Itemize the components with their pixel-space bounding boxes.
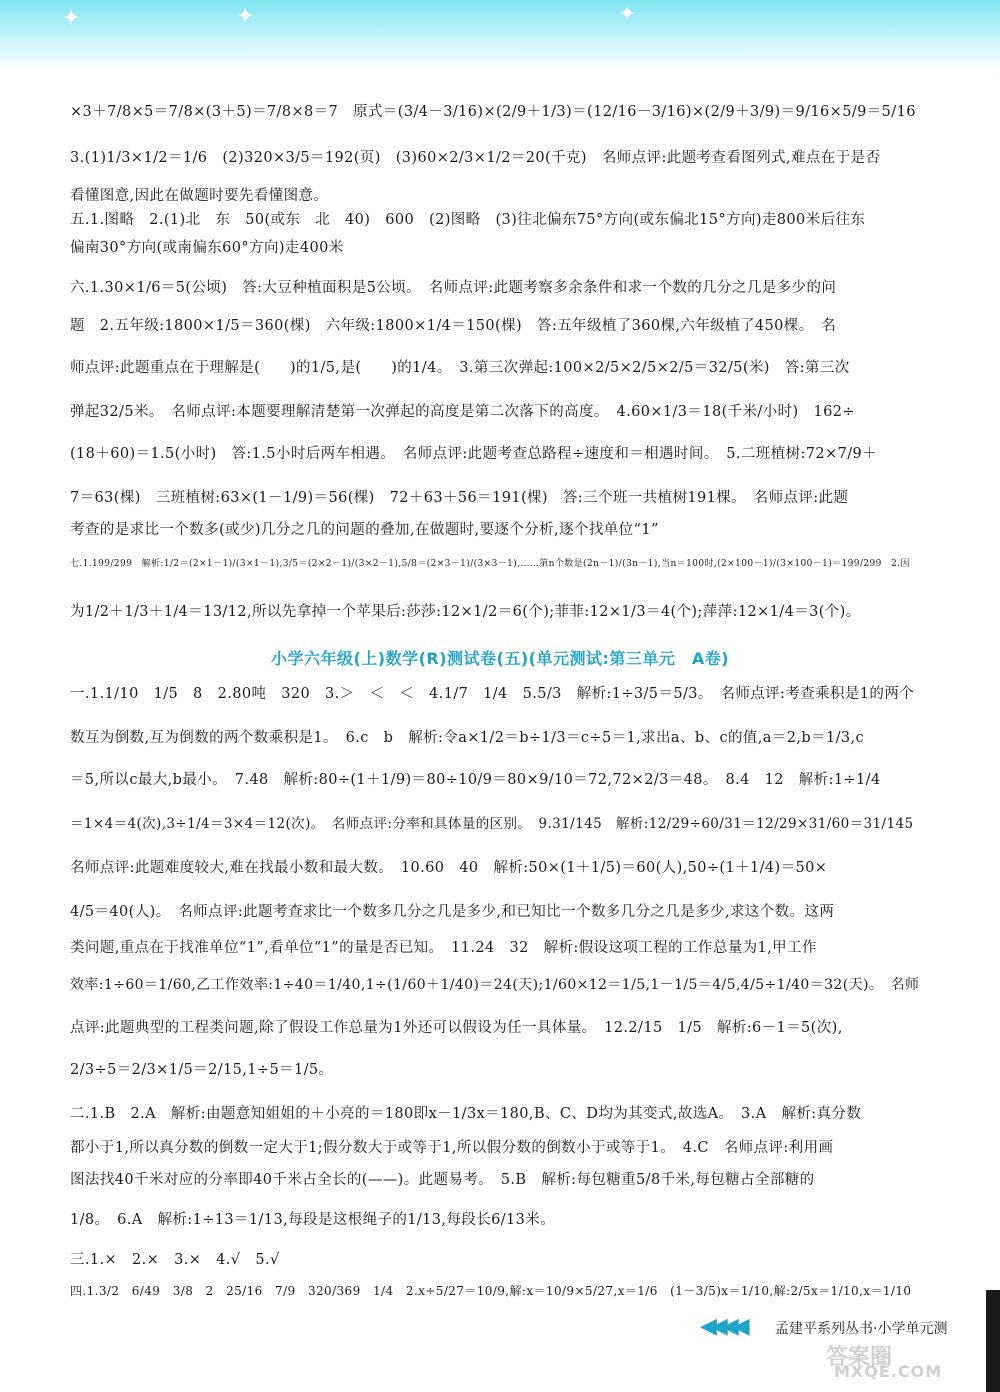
text-line: 题 2.五年级:1800×1/5＝360(棵) 六年级:1800×1/4＝150(棵) 答:五年级植了360棵,六年级植了450棵。 名 <box>70 318 837 334</box>
sparkle-icon: ✦ <box>62 6 81 31</box>
section-title: 小学六年级(上)数学(R)测试卷(五)(单元测试:第三单元 A卷) <box>270 649 730 668</box>
side-edge-bar <box>986 1290 1000 1392</box>
text-line: 图法找40千米对应的分率即40千米占全长的(——)。此题易考。 5.B 解析:每包糖重5/8千米,每包糖占全部糖的 <box>70 1172 815 1188</box>
text-line: 7＝63(棵) 三班植树:63×(1－1/9)＝56(棵) 72＋63＋56＝191(棵) 答:三个班一共植树191棵。 名师点评:此题 <box>70 490 849 506</box>
watermark-logo-text: 答案圈 <box>826 1345 893 1370</box>
text-line: 四.1.3/2 6/49 3/8 2 25/16 7/9 320/369 1/4 2.x÷5/27＝10/9,解:x＝10/9×5/27,x＝1/6 (1－3/5)x＝1/10,解:2/5x＝1/10,x＝1/10 <box>70 1284 912 1298</box>
text-line: 二.1.B 2.A 解析:由题意知姐姐的＋小亮的＝180即x－1/3x＝180,B、C、D均为其变式,故选A。 3.A 解析:真分数 <box>70 1106 862 1122</box>
top-decorative-band <box>0 0 1000 70</box>
text-line: 为1/2＋1/3＋1/4＝13/12,所以先拿掉一个苹果后:莎莎:12×1/2＝6(个);菲菲:12×1/3＝4(个);萍萍:12×1/4＝3(个)。 <box>70 604 861 620</box>
text-line: 名师点评:此题难度较大,难在找最小数和最大数。 10.60 40 解析:50×(1＋1/5)＝60(人),50÷(1＋1/4)＝50× <box>70 860 828 876</box>
text-line: 一.1.1/10 1/5 8 2.80吨 320 3.＞ ＜ ＜ 4.1/7 1/4 5.5/3 解析:1÷3/5＝5/3。 名师点评:考查乘积是1的两个 <box>70 686 915 702</box>
text-line: 考查的是求比一个数多(或少)几分之几的问题的叠加,在做题时,要逐个分析,逐个找单位“1” <box>70 522 659 538</box>
text-line: 三.1.× 2.× 3.× 4.√ 5.√ <box>70 1252 280 1268</box>
text-line: 看懂图意,因此在做题时要先看懂图意。 <box>70 188 329 204</box>
text-line: 类问题,重点在于找准单位“1”,看单位“1”的量是否已知。 11.24 32 解析:假设这项工程的工作总量为1,甲工作 <box>70 940 817 956</box>
footer-series-title: 孟建平系列丛书·小学单元测 <box>775 1321 948 1337</box>
text-line: 3.(1)1/3×1/2＝1/6 (2)320×3/5＝192(页) (3)60×2/3×1/2＝20(千克) 名师点评:此题考查看图列式,难点在于是否 <box>70 150 881 166</box>
text-line: 都小于1,所以真分数的倒数一定大于1;假分数大于或等于1,所以假分数的倒数小于或等于1。 4.C 名师点评:利用画 <box>70 1140 834 1156</box>
text-line: 4/5＝40(人)。 名师点评:此题考查求比一个数多几分之几是多少,和已知比一个数多几分之几是多少,求这个数。这两 <box>70 904 835 920</box>
text-line: 师点评:此题重点在于理解是( )的1/5,是( )的1/4。 3.第三次弹起:100×2/5×2/5×2/5＝32/5(米) 答:第三次 <box>70 360 850 376</box>
text-line: (18＋60)＝1.5(小时) 答:1.5小时后两车相遇。 名师点评:此题考查总路程÷速度和＝相遇时间。 5.二班植树:72×7/9＋ <box>70 446 878 462</box>
page-footer <box>690 1310 990 1344</box>
text-line: 五.1.图略 2.(1)北 东 50(或东 北 40) 600 (2)图略 (3)往北偏东75°方向(或东偏北15°方向)走800米后往东 <box>70 212 866 228</box>
text-line: ＝5,所以c最大,b最小。 7.48 解析:80÷(1＋1/9)＝80÷10/9＝80×9/10＝72,72×2/3＝48。 8.4 12 解析:1÷1/4 <box>70 772 881 788</box>
text-line: 1/8。 6.A 解析:1÷13＝1/13,每段是这根绳子的1/13,每段长6/13米。 <box>70 1212 556 1228</box>
arrow-decoration-icon: ◀◀◀◀ <box>700 1314 744 1339</box>
text-line: 点评:此题典型的工程类问题,除了假设工作总量为1外还可以假设为任一具体量。 12.2/15 1/5 解析:6－1＝5(次), <box>70 1020 843 1036</box>
text-line: 六.1.30×1/6＝5(公顷) 答:大豆种植面积是5公顷。 名师点评:此题考察多余条件和求一个数的几分之几是多少的问 <box>70 280 837 296</box>
sparkle-icon: ✦ <box>236 4 255 29</box>
text-line: 2/3÷5＝2/3×1/5＝2/15,1÷5＝1/5。 <box>70 1062 334 1078</box>
text-line: ×3＋7/8×5＝7/8×(3＋5)＝7/8×8＝7 原式＝(3/4－3/16)×(2/9＋1/3)＝(12/16－3/16)×(2/9＋3/9)＝9/16×5/9＝5/16 <box>70 104 916 120</box>
watermark-url-text: MXQE.COM <box>834 1362 943 1381</box>
text-line: 数互为倒数,互为倒数的两个数乘积是1。 6.c b 解析:令a×1/2＝b÷1/3＝c÷5＝1,求出a、b、c的值,a＝2,b＝1/3,c <box>70 730 865 746</box>
sparkle-icon: ✦ <box>618 2 637 27</box>
text-line: 偏南30°方向(或南偏东60°方向)走400米 <box>70 240 344 256</box>
text-line: ＝1×4＝4(次),3÷1/4＝3×4＝12(次)。 名师点评:分率和具体量的区别。 9.31/145 解析:12/29÷60/31＝12/29×31/60＝31/145 <box>70 816 914 832</box>
text-line: 弹起32/5米。 名师点评:本题要理解清楚第一次弹起的高度是第二次落下的高度。 4.60×1/3＝18(千米/小时) 162÷ <box>70 404 855 420</box>
text-line: 效率:1÷60＝1/60,乙工作效率:1÷40＝1/40,1÷(1/60＋1/40)＝24(天);1/60×12＝1/5,1－1/5＝4/5,4/5÷1/40＝32(天)。 名师 <box>70 977 920 993</box>
text-line: 七.1.199/299 解析:1/2＝(2×1－1)/(3×1－1),3/5＝(2×2－1)/(3×2－1),5/8＝(2×3－1)/(3×3－1),……第n个数是(2n－1)/(3n－1),当n＝100时,(2×100－1)/(3×100－1)＝199/299 2.因 <box>70 559 910 569</box>
site-watermark <box>826 1340 976 1380</box>
